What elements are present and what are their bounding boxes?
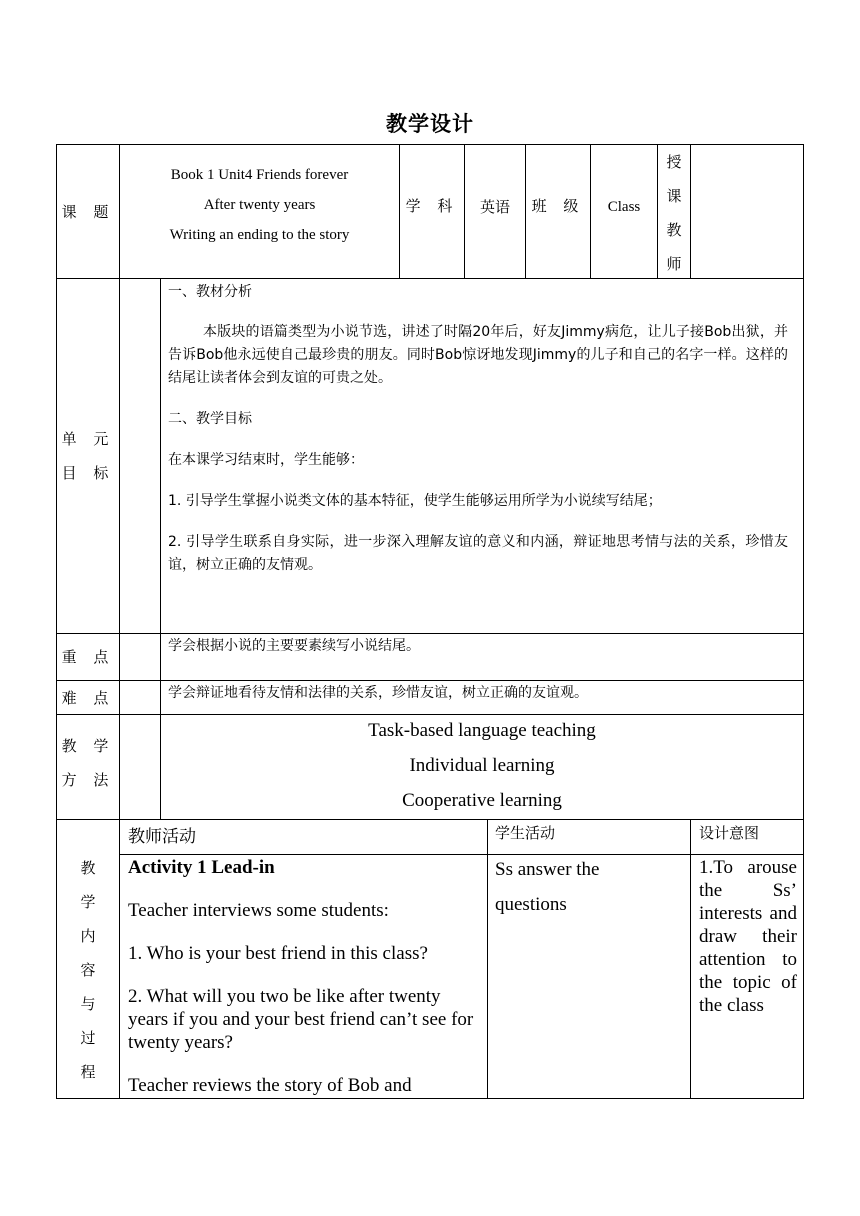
topic-line: Book 1 Unit4 Friends forever xyxy=(170,167,349,183)
textbook-analysis: 本版块的语篇类型为小说节选，讲述了时隔20年后，好友Jimmy病危，让儿子接Bob出狱，并告诉Bob他永远使自己最珍贵的朋友。同时Bob惊讶地发现Jimmy的儿子和自己的名字一样。这样的结尾让读者体会到友谊的可贵之处。 xyxy=(168,324,788,386)
methods-label-line: 教 学 xyxy=(61,737,115,755)
teacher-activity-content xyxy=(128,856,476,1097)
design-intent-header: 设计意图 xyxy=(699,824,760,842)
goal-item: 2. 引导学生联系自身实际，进一步深入理解友谊的意义和内涵，辩证地思考情与法的关系，珍惜友谊，树立正确的友情观。 xyxy=(168,534,788,573)
process-label-char: 与 xyxy=(80,995,96,1013)
unit-goals-label-line: 单 元 xyxy=(61,430,115,448)
section-title: 二、教学目标 xyxy=(168,411,252,427)
teacher-step: Teacher interviews some students: xyxy=(128,900,389,921)
teacher-label-char: 教 xyxy=(666,221,682,239)
method-item: Individual learning xyxy=(409,755,555,776)
topic-label: 课 题 xyxy=(61,202,115,221)
teacher-activity-header: 教师活动 xyxy=(128,827,196,847)
class-label: 班 级 xyxy=(531,197,585,215)
goal-item: 1. 引导学生掌握小说类文体的基本特征，使学生能够运用所学为小说续写结尾； xyxy=(168,493,662,509)
method-item: Task-based language teaching xyxy=(368,720,596,741)
class-value: Class xyxy=(607,198,641,215)
goals-intro: 在本课学习结束时，学生能够： xyxy=(168,452,364,468)
student-activity-text: Ss answer the questions xyxy=(495,859,600,915)
teacher-label-char: 课 xyxy=(666,187,682,205)
teacher-label-char: 师 xyxy=(666,255,682,273)
process-label-char: 程 xyxy=(80,1063,96,1081)
teacher-label xyxy=(658,145,690,278)
key-point-label: 重 点 xyxy=(61,648,115,666)
teacher-step: 1. Who is your best friend in this class? xyxy=(128,943,428,964)
difficulty-text: 学会辩证地看待友情和法律的关系，珍惜友谊，树立正确的友谊观。 xyxy=(168,685,588,701)
process-label xyxy=(57,851,119,1089)
key-point-text: 学会根据小说的主要要素续写小说结尾。 xyxy=(168,638,420,654)
unit-goals-label xyxy=(57,422,119,490)
process-label-char: 内 xyxy=(80,927,96,945)
document-title: 教学设计 xyxy=(386,112,474,136)
student-activity-header: 学生活动 xyxy=(495,824,556,842)
process-label-char: 教 xyxy=(80,859,96,877)
unit-goals-label-line: 目 标 xyxy=(61,464,115,482)
teacher-label-char: 授 xyxy=(666,153,682,171)
methods-label-line: 方 法 xyxy=(61,771,115,789)
topic-value xyxy=(120,160,399,260)
process-label-char: 过 xyxy=(80,1029,96,1047)
unit-goals-content xyxy=(168,281,788,577)
teacher-step: Teacher reviews the story of Bob and xyxy=(128,1075,412,1096)
methods-label xyxy=(57,729,119,797)
process-label-char: 学 xyxy=(80,893,96,911)
methods-list xyxy=(161,713,803,818)
teacher-step: 2. What will you two be like after twenty years if you and your best friend can’t see for twenty years? xyxy=(128,986,474,1053)
topic-line: Writing an ending to the story xyxy=(169,227,350,243)
subject-value: 英语 xyxy=(479,197,510,216)
topic-line: After twenty years xyxy=(203,197,316,213)
teacher-value xyxy=(691,145,803,278)
section-title: 一、教材分析 xyxy=(168,284,252,300)
difficulty-label: 难 点 xyxy=(61,688,115,707)
activity-title: Activity 1 Lead-in xyxy=(128,857,275,878)
process-label-char: 容 xyxy=(80,961,96,979)
subject-label: 学 科 xyxy=(405,197,459,215)
design-intent-text: 1.To arouse the Ss’ interests and draw their attention to the topic of the class xyxy=(699,857,797,1016)
method-item: Cooperative learning xyxy=(402,790,562,811)
